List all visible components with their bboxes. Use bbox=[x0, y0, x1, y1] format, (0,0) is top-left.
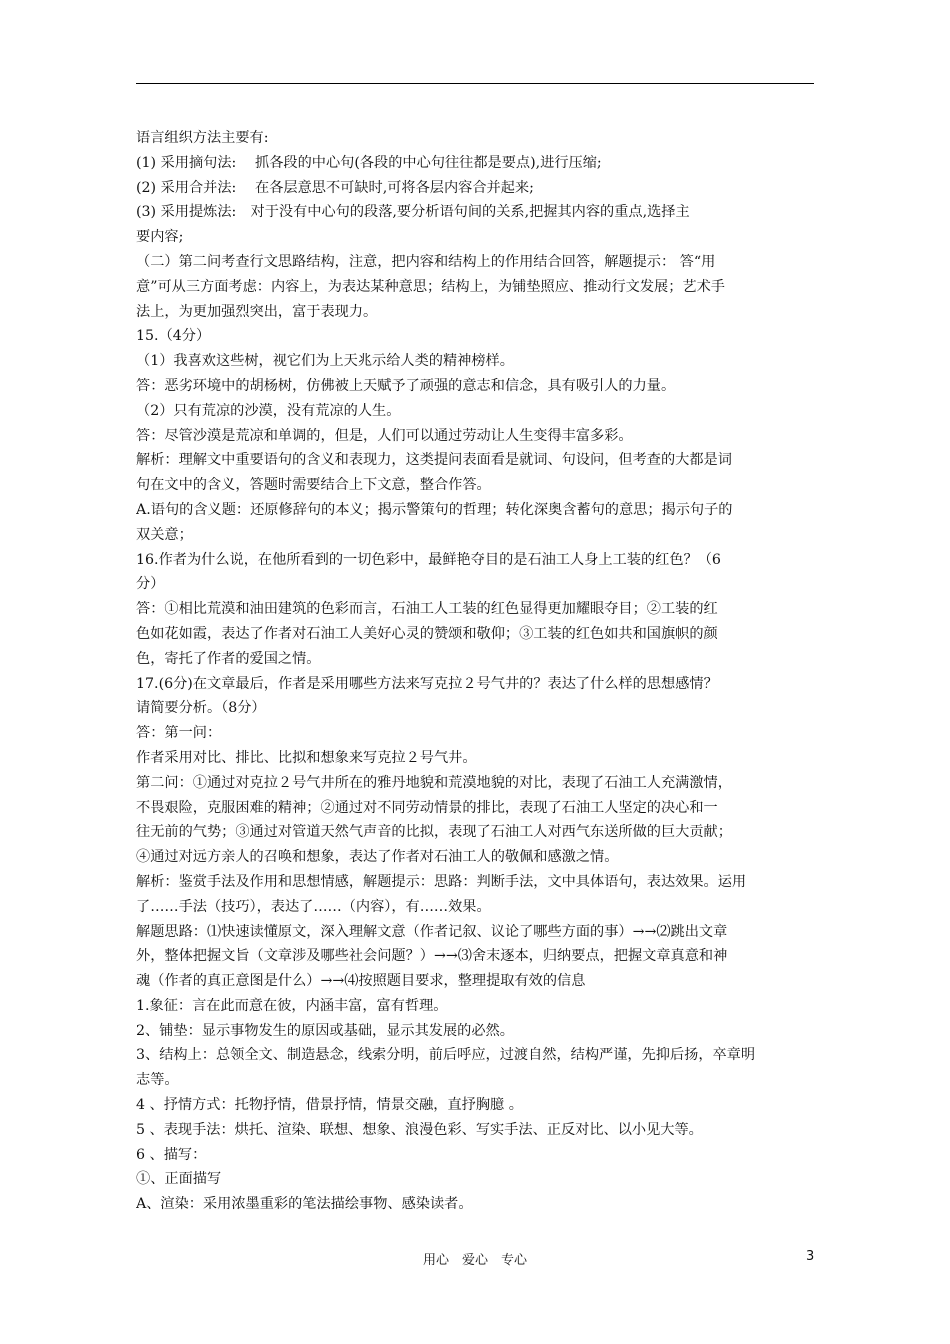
text-line: 2、铺垫：显示事物发生的原因或基础，显示其发展的必然。 bbox=[136, 1022, 514, 1039]
text-line: 色，寄托了作者的爱国之情。 bbox=[136, 650, 321, 667]
text-line: 解析：鉴赏手法及作用和思想情感，解题提示：思路：判断手法，文中具体语句，表达效果。运用 bbox=[136, 873, 747, 890]
document-body bbox=[136, 126, 816, 1217]
header-rule bbox=[136, 83, 814, 84]
text-line: (3) 采用提炼法: 对于没有中心句的段落,要分析语句间的关系,把握其内容的重点,选择主 bbox=[136, 204, 690, 221]
text-line: 1.象征：言在此而意在彼，内涵丰富，富有哲理。 bbox=[136, 997, 448, 1014]
text-line: 17.(6分)在文章最后，作者是采用哪些方法来写克拉２号气井的？表达了什么样的思想感情？ bbox=[136, 675, 718, 692]
text-line: (2) 采用合并法: 在各层意思不可缺时,可将各层内容合并起来; bbox=[136, 179, 534, 196]
text-line: （1）我喜欢这些树，视它们为上天兆示给人类的精神榜样。 bbox=[136, 353, 514, 370]
text-line: A.语句的含义题：还原修辞句的本义；揭示警策句的哲理；转化深奥含蓄句的意思；揭示句子的 bbox=[136, 501, 733, 518]
text-line: 分） bbox=[136, 576, 165, 593]
text-line: ①、正面描写 bbox=[136, 1171, 222, 1188]
text-line: 4 、抒情方式：托物抒情，借景抒情，情景交融，直抒胸臆 。 bbox=[136, 1097, 523, 1114]
text-line: 解析：理解文中重要语句的含义和表现力，这类提问表面看是就词、句设问，但考查的大都是词 bbox=[136, 452, 732, 469]
text-line: 答：①相比荒漠和油田建筑的色彩而言，石油工人工装的红色显得更加耀眼夺目；②工装的红 bbox=[136, 601, 718, 618]
text-line: 5 、表现手法：烘托、渲染、联想、想象、浪漫色彩、写实手法、正反对比、以小见大等。 bbox=[136, 1121, 703, 1138]
text-line: 6 、描写： bbox=[136, 1146, 207, 1163]
text-line: 句在文中的含义，答题时需要结合上下文意，整合作答。 bbox=[136, 477, 491, 494]
text-line: 答：恶劣环境中的胡杨树，仿佛被上天赋予了顽强的意志和信念，具有吸引人的力量。 bbox=[136, 377, 676, 394]
text-line: 答：第一问： bbox=[136, 725, 222, 742]
text-line: 意”可从三方面考虑：内容上，为表达某种意思；结构上，为铺垫照应、推动行文发展；艺术手 bbox=[136, 278, 725, 295]
text-line: 解题思路：⑴快速读懂原文，深入理解文意（作者记叙、议论了哪些方面的事）→→⑵跳出文章 bbox=[136, 923, 728, 940]
text-line: 往无前的气势；③通过对管道天然气声音的比拟，表现了石油工人对西气东送所做的巨大贡献； bbox=[136, 824, 732, 841]
text-line: （二）第二问考查行文思路结构，注意，把内容和结构上的作用结合回答，解题提示： 答“用 bbox=[136, 253, 716, 270]
text-line: （2）只有荒凉的沙漠，没有荒凉的人生。 bbox=[136, 402, 401, 419]
text-line: 色如花如霞，表达了作者对石油工人美好心灵的赞颂和敬仰；③工装的红色如共和国旗帜的颜 bbox=[136, 625, 718, 642]
footer-text: 用心 爱心 专心 bbox=[422, 1253, 527, 1268]
text-line: 作者采用对比、排比、比拟和想象来写克拉２号气井。 bbox=[136, 749, 477, 766]
text-line: (1) 采用摘句法: 抓各段的中心句(各段的中心句往往都是要点),进行压缩; bbox=[136, 154, 602, 171]
text-line: 语言组织方法主要有: bbox=[136, 130, 269, 146]
text-line: 法上，为更加强烈突出，富于表现力。 bbox=[136, 303, 378, 320]
text-line: 魂（作者的真正意图是什么）→→⑷按照题目要求，整理提取有效的信息 bbox=[136, 973, 586, 990]
text-line: A、渲染：采用浓墨重彩的笔法描绘事物、感染读者。 bbox=[136, 1196, 473, 1213]
text-line: 答：尽管沙漠是荒凉和单调的，但是，人们可以通过劳动让人生变得丰富多彩。 bbox=[136, 427, 633, 444]
text-line: 不畏艰险，克服困难的精神；②通过对不同劳动情景的排比，表现了石油工人坚定的决心和一 bbox=[136, 799, 718, 816]
text-line: 志等。 bbox=[136, 1072, 179, 1089]
text-line: ④通过对远方亲人的召唤和想象，表达了作者对石油工人的敬佩和感激之情。 bbox=[136, 849, 619, 866]
text-line: 要内容; bbox=[136, 229, 184, 246]
text-line: 16.作者为什么说，在他所看到的一切色彩中，最鲜艳夺目的是石油工人身上工装的红色？（6 bbox=[136, 551, 721, 568]
page-number: 3 bbox=[806, 1249, 815, 1264]
text-line: 第二问：①通过对克拉２号气井所在的雅丹地貌和荒漠地貌的对比，表现了石油工人充满激情， bbox=[136, 774, 732, 791]
text-line: 外，整体把握文旨（文章涉及哪些社会问题？）→→⑶舍末逐本，归纳要点，把握文章真意和神 bbox=[136, 948, 728, 965]
text-line: 3、结构上：总领全文、制造悬念，线索分明，前后呼应，过渡自然，结构严谨，先抑后扬，卒章明 bbox=[136, 1047, 756, 1064]
text-line: 双关意； bbox=[136, 526, 193, 543]
text-line: 15.（4分） bbox=[136, 328, 211, 345]
text-line: 请简要分析。（8分） bbox=[136, 700, 266, 717]
text-line: 了……手法（技巧），表达了……（内容），有……效果。 bbox=[136, 898, 491, 915]
